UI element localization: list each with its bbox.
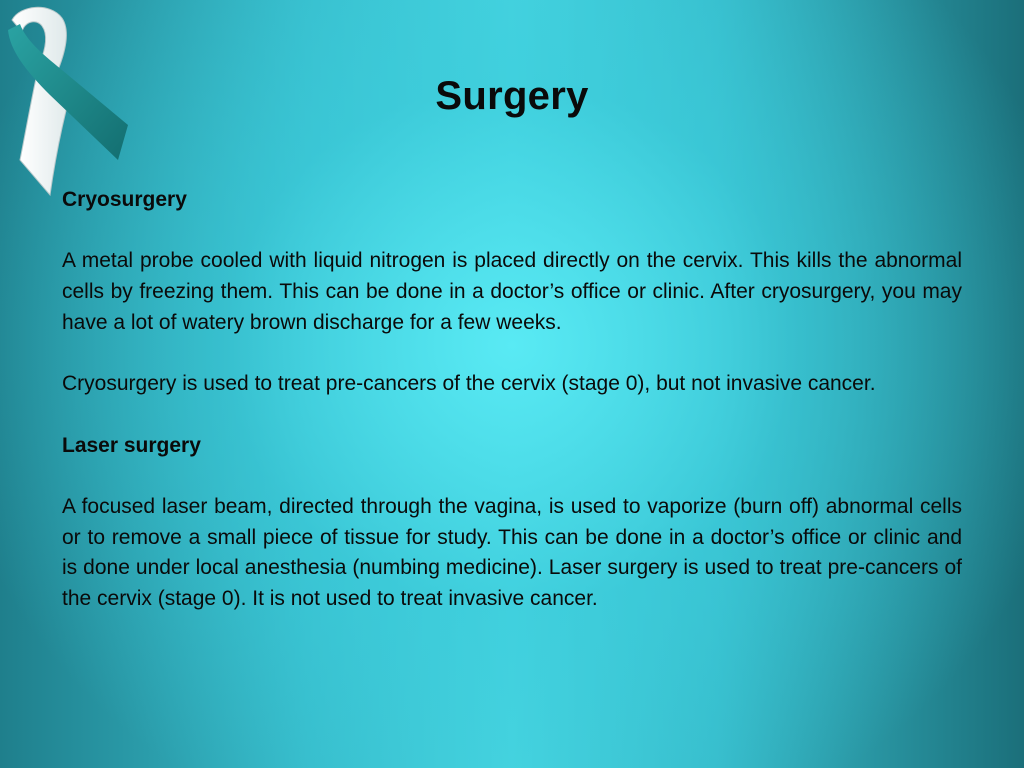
section-heading-laser-surgery: Laser surgery xyxy=(62,433,201,457)
paragraph-laser-surgery-description: A focused laser beam, directed through the vagina, is used to vaporize (burn off) abnormal cells or to remove a small piece of tissue for study. This can be done in a doctor’s office or clinic and is done under local anesthesia (numbing medicine). Laser surgery is used to treat pre-cancers of the cervix (stage 0). It is not used to treat invasive cancer. xyxy=(62,494,962,611)
slide-title: Surgery xyxy=(435,74,589,118)
slide-body xyxy=(62,185,962,615)
paragraph-cryosurgery-description: A metal probe cooled with liquid nitrogen is placed directly on the cervix. This kills the abnormal cells by freezing them. This can be done in a doctor’s office or clinic. After cryosurgery, you may have a lot of watery brown discharge for a few weeks. xyxy=(62,249,962,334)
section-heading-cryosurgery: Cryosurgery xyxy=(62,188,187,211)
paragraph-cryosurgery-usage: Cryosurgery is used to treat pre-cancers of the cervix (stage 0), but not invasive cancer. xyxy=(62,372,876,396)
